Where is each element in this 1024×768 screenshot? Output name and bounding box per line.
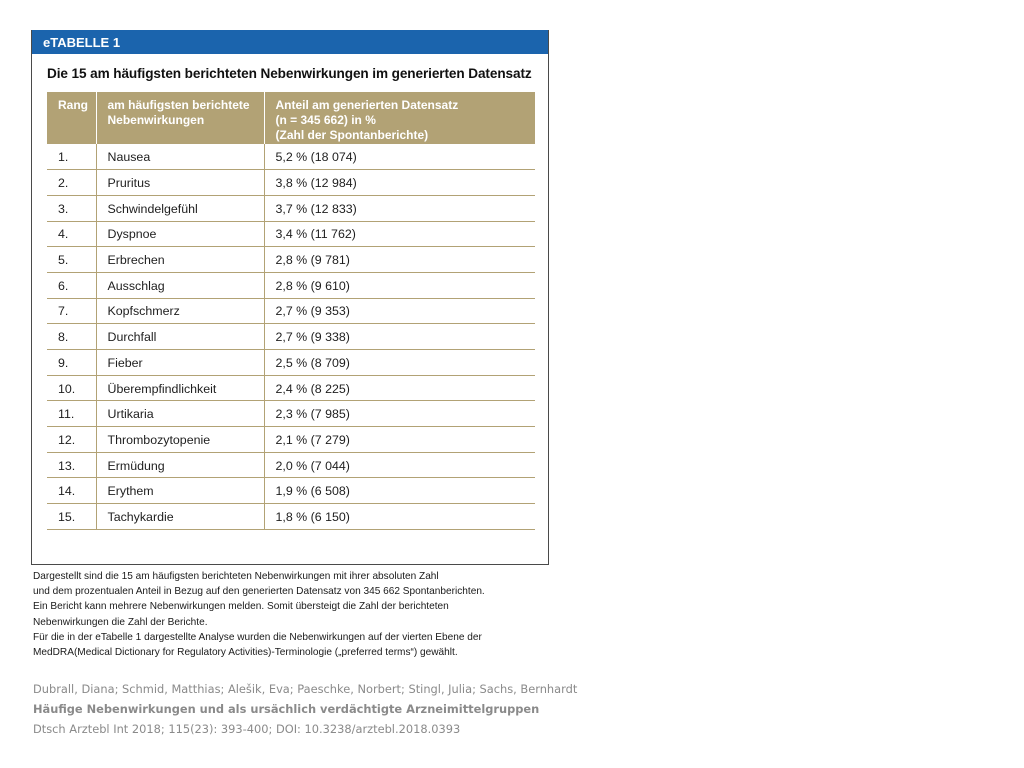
- header-rank: Rang: [47, 92, 96, 144]
- effect-cell: Kopfschmerz: [96, 298, 264, 324]
- table-row: [47, 375, 535, 401]
- effect-cell: Thrombozytopenie: [96, 427, 264, 453]
- rank-cell: 4.: [47, 221, 96, 247]
- rank-cell: 5.: [47, 247, 96, 273]
- effect-cell: Urtikaria: [96, 401, 264, 427]
- note-line: Nebenwirkungen die Zahl der Berichte.: [33, 616, 208, 628]
- rank-cell: 14.: [47, 478, 96, 504]
- table-row: [47, 247, 535, 273]
- share-cell: 3,8 % (12 984): [264, 170, 535, 196]
- citation-authors: Dubrall, Diana; Schmid, Matthias; Alešik, Eva; Paeschke, Norbert; Stingl, Julia; Sachs, Bernhardt: [33, 682, 578, 696]
- share-cell: 2,5 % (8 709): [264, 350, 535, 376]
- share-cell: 3,7 % (12 833): [264, 195, 535, 221]
- header-effect: am häufigsten berichtete Nebenwirkungen: [96, 92, 264, 144]
- share-cell: 2,7 % (9 338): [264, 324, 535, 350]
- effect-cell: Tachykardie: [96, 504, 264, 530]
- effect-cell: Ermüdung: [96, 452, 264, 478]
- citation-title: Häufige Nebenwirkungen und als ursächlich verdächtigte Arzneimittelgruppen: [33, 702, 540, 716]
- table-row: [47, 504, 535, 530]
- table-row: [47, 401, 535, 427]
- table-title: Die 15 am häufigsten berichteten Nebenwirkungen im generierten Datensatz: [47, 66, 532, 81]
- table-notes: [33, 569, 553, 660]
- effect-cell: Erythem: [96, 478, 264, 504]
- share-cell: 2,4 % (8 225): [264, 375, 535, 401]
- effect-cell: Ausschlag: [96, 272, 264, 298]
- share-cell: 3,4 % (11 762): [264, 221, 535, 247]
- rank-cell: 6.: [47, 272, 96, 298]
- table-row: [47, 144, 535, 170]
- table-row: [47, 221, 535, 247]
- note-line: Ein Bericht kann mehrere Nebenwirkungen melden. Somit übersteigt die Zahl der berichteten: [33, 601, 449, 613]
- note-line: Für die in der eTabelle 1 dargestellte Analyse wurden die Nebenwirkungen auf der vierten Ebene der: [33, 631, 482, 643]
- share-cell: 2,8 % (9 610): [264, 272, 535, 298]
- header-share: Anteil am generierten Datensatz (n = 345 662) in % (Zahl der Spontanberichte): [264, 92, 535, 144]
- rank-cell: 7.: [47, 298, 96, 324]
- table-label: eTABELLE 1: [32, 30, 548, 54]
- rank-cell: 11.: [47, 401, 96, 427]
- share-cell: 2,0 % (7 044): [264, 452, 535, 478]
- table-row: [47, 272, 535, 298]
- table-row: [47, 478, 535, 504]
- rank-cell: 15.: [47, 504, 96, 530]
- effect-cell: Dyspnoe: [96, 221, 264, 247]
- effect-cell: Schwindelgefühl: [96, 195, 264, 221]
- share-cell: 2,8 % (9 781): [264, 247, 535, 273]
- table-row: [47, 298, 535, 324]
- table-frame: [31, 30, 549, 565]
- citation-source: Dtsch Arztebl Int 2018; 115(23): 393-400; DOI: 10.3238/arztebl.2018.0393: [33, 722, 461, 736]
- table-row: [47, 170, 535, 196]
- rank-cell: 12.: [47, 427, 96, 453]
- share-cell: 5,2 % (18 074): [264, 144, 535, 170]
- rank-cell: 1.: [47, 144, 96, 170]
- share-cell: 1,9 % (6 508): [264, 478, 535, 504]
- side-effects-table: [47, 92, 535, 530]
- effect-cell: Nausea: [96, 144, 264, 170]
- table-row: [47, 324, 535, 350]
- rank-cell: 9.: [47, 350, 96, 376]
- effect-cell: Durchfall: [96, 324, 264, 350]
- table-row: [47, 427, 535, 453]
- effect-cell: Fieber: [96, 350, 264, 376]
- table-row: [47, 195, 535, 221]
- rank-cell: 10.: [47, 375, 96, 401]
- rank-cell: 2.: [47, 170, 96, 196]
- note-line: MedDRA(Medical Dictionary for Regulatory Activities)-Terminologie („preferred terms“) gewählt.: [33, 647, 458, 659]
- table-row: [47, 452, 535, 478]
- share-cell: 1,8 % (6 150): [264, 504, 535, 530]
- note-line: und dem prozentualen Anteil in Bezug auf den generierten Datensatz von 345 662 Spontanberichten.: [33, 586, 485, 598]
- share-cell: 2,1 % (7 279): [264, 427, 535, 453]
- rank-cell: 3.: [47, 195, 96, 221]
- table-header-row: [47, 92, 535, 144]
- rank-cell: 8.: [47, 324, 96, 350]
- effect-cell: Erbrechen: [96, 247, 264, 273]
- note-line: Dargestellt sind die 15 am häufigsten berichteten Nebenwirkungen mit ihrer absoluten Zahl: [33, 571, 439, 582]
- rank-cell: 13.: [47, 452, 96, 478]
- effect-cell: Pruritus: [96, 170, 264, 196]
- effect-cell: Überempfindlichkeit: [96, 375, 264, 401]
- citation: [33, 679, 577, 739]
- share-cell: 2,3 % (7 985): [264, 401, 535, 427]
- table-row: [47, 350, 535, 376]
- share-cell: 2,7 % (9 353): [264, 298, 535, 324]
